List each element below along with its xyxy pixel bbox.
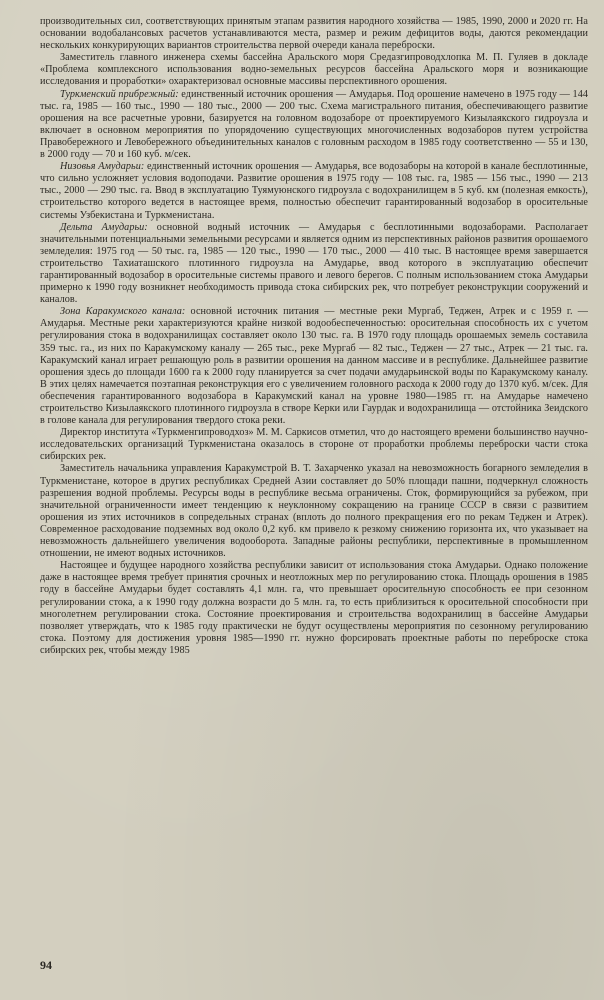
paragraph-karakum-zone (40, 306, 588, 427)
paragraph-9-text: Настоящее и будущее народного хозяйства республики зависит от использования стока Амударьи. Однако положение даже в настоящее время требует принятия срочных и неотложных мер по регулированию стока. Площадь орошения в 1985 году в бассейне Амударьи будет составлять 4,1 млн. га, что превышает оросительную способность ее при сезонном регулировании стока, а к 1990 году должна возрасти до 5 млн. га, то есть приблизиться к оросительной способности при многолетнем регулировании стока. Состояние проектирования и строительства водохранилищ в бассейне Амударьи позволяет утверждать, что к 1985 году практически не будут осуществлены мероприятия по сезонному регулированию стока. Поэтому для достижения уровня 1985—1990 гг. нужно форсировать проектные работы по переброске стока сибирских рек, чтобы между 1985 (40, 560, 588, 656)
body-text (40, 16, 588, 657)
paragraph-3-text: единственный источник орошения — Амударья. Под орошение намечено в 1975 году — 144 тыс. га, 1985 — 160 тыс., 1990 — 180 тыс., 2000 — 200 тыс. Схема магистрального питания, обеспечивающего развитие орошения на все расчетные уровни, базируется на головном водозаборе от проектируемого Кизылаякского гидроузла и включает в основном мероприятия по упорядочению существующих многочисленных водозаборов путем устройства Правобережного и Левобережного объединительных каналов с головным расходом в 1985 году соответственно — 55 и 130, в 2000 году — 70 и 160 куб. м/сек. (40, 88, 588, 161)
paragraph-2 (40, 52, 588, 88)
paragraph-2-text: Заместитель главного инженера схемы бассейна Аральского моря Средазгипроводхлопка М. П. Гуляев в докладе «Проблема комплексного использования водно-земельных ресурсов бассейна Аральского моря и возникающие исследования и проработки» охарактеризовал основные массивы перспективного орошения. (40, 52, 588, 88)
paragraph-1-text: производительных сил, соответствующих принятым этапам развития народного хозяйства — 1985, 1990, 2000 и 2020 гг. На основании водобалансовых расчетов устанавливаются места, размер и режим дефицитов воды, даются рекомендации нескольких конкурирующих вариантов строительства первой очереди канала переброски. (40, 16, 588, 52)
paragraph-6-lead: Зона Каракумского канала: (60, 306, 186, 318)
paragraph-1 (40, 16, 588, 52)
paragraph-3-lead: Туркменский прибрежный: (60, 88, 179, 100)
paragraph-amudarya-future (40, 560, 588, 657)
paragraph-turkmen-coastal (40, 89, 588, 162)
paragraph-4-lead: Низовья Амударьи: (60, 161, 145, 173)
page-number: 94 (40, 958, 52, 972)
paragraph-7-text: Директор института «Туркменгипроводхоз» М. М. Саркисов отметил, что до настоящего времени большинство научно-исследовательских организаций Туркменистана оказалось в стороне от проработки проблемы переброски части стока сибирских рек. (40, 427, 588, 463)
paragraph-sarkisov (40, 427, 588, 463)
paragraph-5-lead: Дельта Амударьи: (60, 221, 148, 233)
paragraph-zakharchenko (40, 463, 588, 560)
paragraph-4-text: единственный источник орошения — Амударья, все водозаборы на которой в канале бесплотинные, что сильно усложняет условия водоподачи. Развитие орошения в 1975 году — 108 тыс. га, 1985 — 156 тыс., 1990 — 213 тыс., 2000 — 290 тыс. га. Ввод в эксплуатацию Туямуюнского гидроузла с водохранилищем в 5 куб. км (полезная емкость), строительство которого ведется в настоящее время, полностью обеспечит гарантированный водозабор в оросительные системы Узбекистана и Туркменистана. (40, 161, 588, 221)
paragraph-8-text: Заместитель начальника управления Каракумстрой В. Т. Захарченко указал на невозможность богарного земледелия в Туркменистане, которое в других республиках Средней Азии составляет до 50% площади пашни, подчеркнул сложность разрешения водной проблемы. Ресурсы воды в республике весьма ограничены. Сток, формирующийся за рубежом, при значительной ограниченности имеет тенденцию к неуклонному сокращению на границе СССР в связи с развитием орошения из этих источников в сопредельных странах (вплоть до полного прекращения его по рекам Теджен и Атрек). Современное расходование подземных вод около 0,2 куб. км привело к резкому снижению горизонта их, что указывает на невозможность дальнейшего увеличения водооборота. Западные районы республики, перспективные в промышленном отношении, не имеют водных источников. (40, 463, 588, 560)
paragraph-amudarya-delta (40, 222, 588, 307)
paragraph-6-text: основной источник питания — местные реки Мургаб, Теджен, Атрек и с 1959 г. — Амударья. Местные реки характеризуются крайне низкой водообеспеченностью: оросительная способность их с учетом регулирования стока в водохранилищах составляет около 130 тыс. га. В 1970 году площадь орошаемых земель составила 359 тыс. га., из них по Каракумскому каналу — 265 тыс., реке Мургаб — 82 тыс., Теджен — 27 тыс., Атрек — 21 тыс. га. Каракумский канал играет решающую роль в развитии орошения на данном массиве и в республике. Дальнейшее развитие орошения здесь до площади 1600 га к 2000 году планируется за счет подачи амударьинской воды по Каракумскому каналу. В этих целях намечается поэтапная реконструкция его с увеличением головного расхода к 2000 году до 1370 куб. м/сек. Для обеспечения гарантированного водозабора в Каракумский канал на уровне 1980—1985 гг. на Амударье намечено строительство Кизылаякского плотинного гидроузла в створе Керки или Гаурдак и водохранилища — отстойника Зеидского в голове канала для регулирования твердого стока реки. (40, 306, 588, 427)
paragraph-5-text: основной водный источник — Амударья с бесплотинными водозаборами. Располагает значительными потенциальными земельными ресурсами и является одним из перспективных районов развития орошаемого земледелия: 1975 год — 50 тыс. га, 1985 — 120 тыс., 1990 — 170 тыс., 2000 — 410 тыс. В настоящее время завершается строительство Тахиаташского плотинного гидроузла на Амударье, ввод которого в эксплуатацию обеспечит гарантированный водозабор в оросительные системы правого и левого берегов. С полным использованием стока Амударьи примерно к 1990 году возникнет необходимость привода стока сибирских рек, что потребует реконструкции сооружений и каналов. (40, 221, 589, 306)
paragraph-amudarya-lower (40, 161, 588, 221)
